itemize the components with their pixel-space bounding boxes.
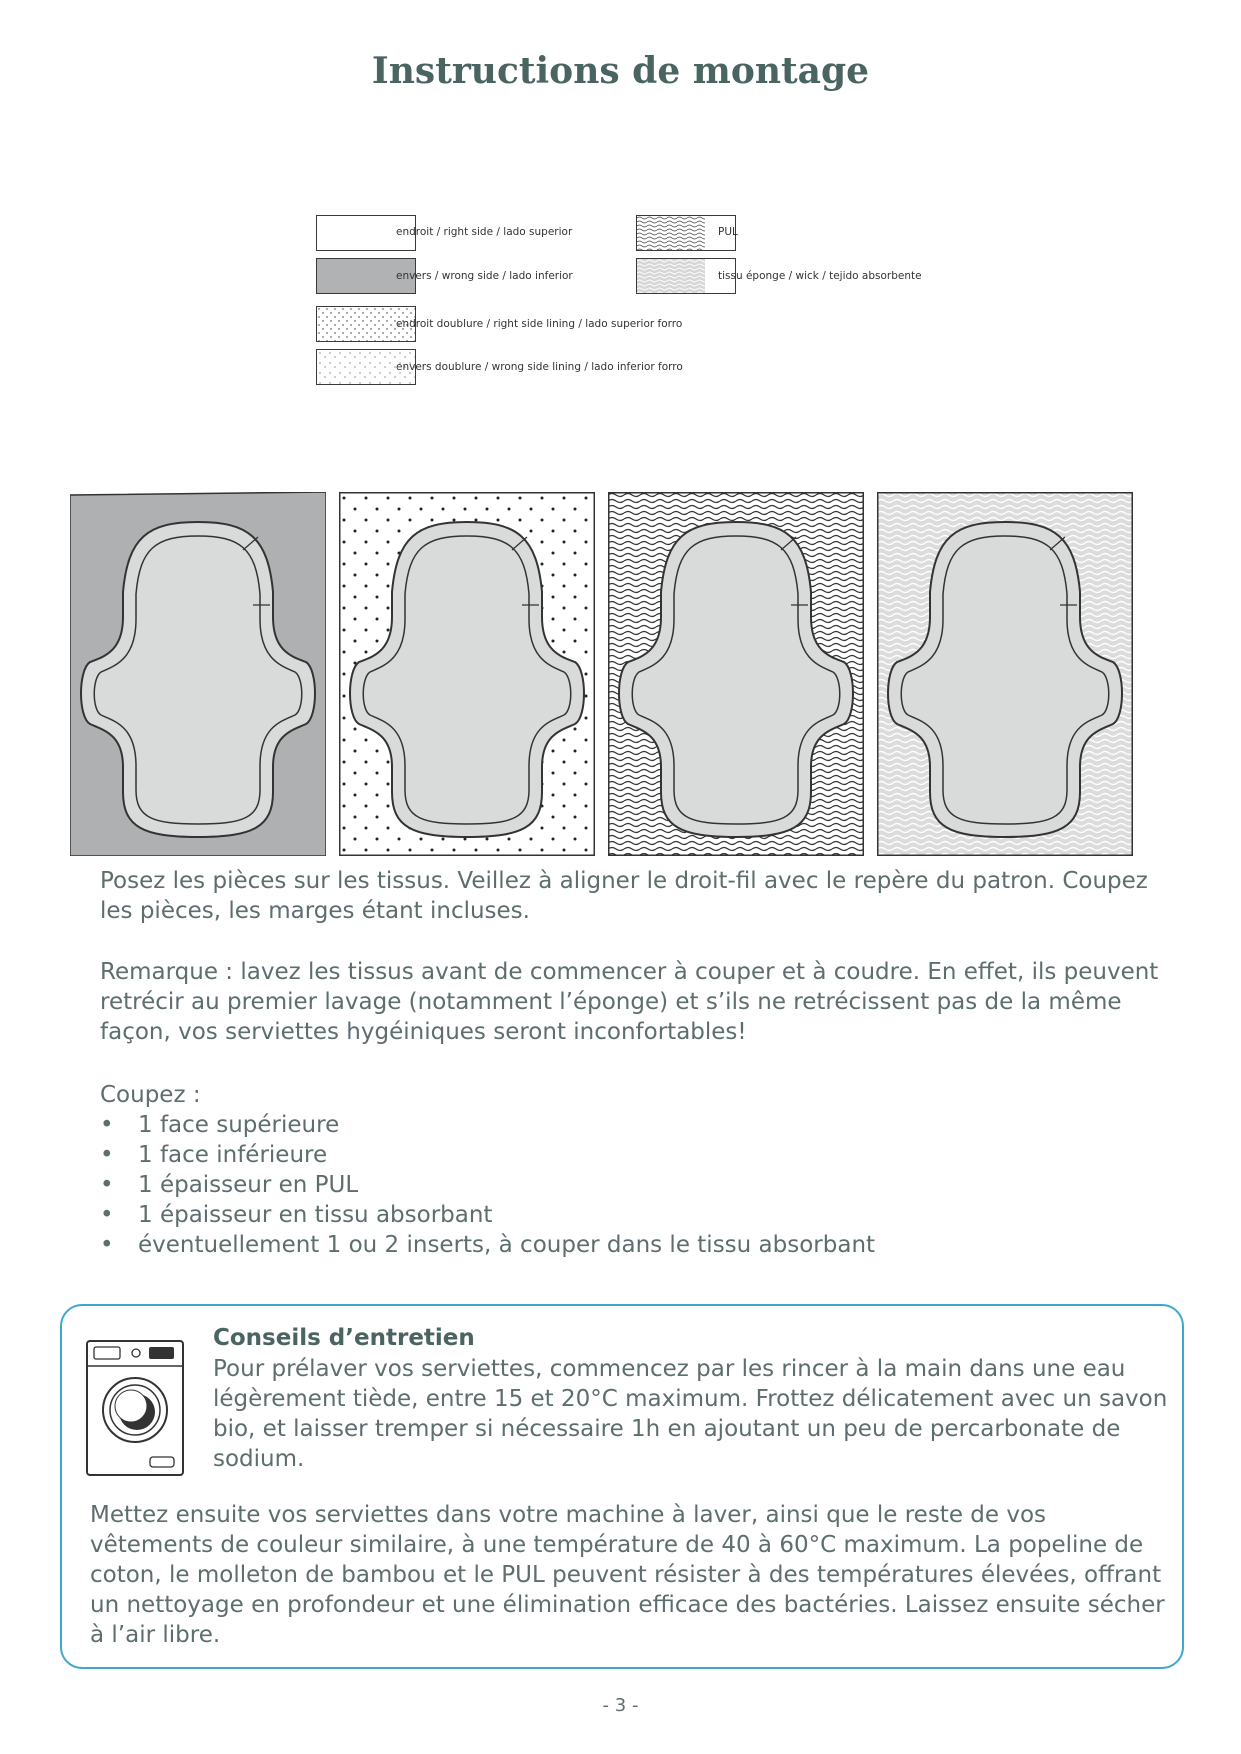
bullet: •: [100, 1112, 114, 1138]
intro-text: Posez les pièces sur les tissus. Veillez à aligner le droit-fil avec le repère du patron. Coupez les pièces, les marges étant incluses.: [100, 868, 1148, 924]
legend-label: envers doublure / wrong side lining / lado inferior forro: [396, 361, 683, 373]
fabric-lining-illustration: [339, 492, 595, 856]
list-item-text: éventuellement 1 ou 2 inserts, à couper dans le tissu absorbant: [138, 1232, 876, 1258]
legend-label: endroit doublure / right side lining / lado superior forro: [396, 318, 683, 330]
care-title: Conseils d’entretien: [213, 1325, 475, 1351]
bullet: •: [100, 1202, 114, 1228]
care-text-machine: Mettez ensuite vos serviettes dans votre machine à laver, ainsi que le reste de vos vêtements de couleur similaire, à une température de 40 à 60°C maximum. La popeline de coton, le molleton de bambou et le PUL peuvent résister à des températures élevées, offrant un nettoyage en profondeur et une élimination efficace des bactéries. Laissez ensuite sécher à l’air libre.: [90, 1502, 1165, 1648]
fabric-pul-illustration: [608, 492, 864, 856]
list-item-text: 1 face supérieure: [138, 1112, 340, 1138]
list-item-text: 1 face inférieure: [138, 1142, 328, 1168]
page-title: Instructions de montage: [371, 50, 870, 92]
remark-paragraph: [100, 957, 1160, 1047]
bullet: •: [100, 1142, 114, 1168]
fabric-wick-illustration: [877, 492, 1133, 856]
cut-heading: Coupez :: [100, 1082, 201, 1108]
legend-label: PUL: [718, 226, 738, 238]
list-item-text: 1 épaisseur en PUL: [138, 1172, 359, 1198]
bullet: •: [100, 1232, 114, 1258]
list-item-text: 1 épaisseur en tissu absorbant: [138, 1202, 493, 1228]
page-number: - 3 -: [602, 1695, 639, 1716]
intro-paragraph: [100, 866, 1160, 926]
legend-label: tissu éponge / wick / tejido absorbente: [718, 270, 922, 282]
washing-machine-icon: [84, 1338, 186, 1478]
remark-text: Remarque : lavez les tissus avant de commencer à couper et à coudre. En effet, ils peuvent retrécir au premier lavage (notamment l’éponge) et s’ils ne retrécissent pas de la même façon, vos serviettes hygéiniques seront inconfortables!: [100, 959, 1159, 1045]
bullet: •: [100, 1172, 114, 1198]
legend-label: envers / wrong side / lado inferior: [396, 270, 573, 282]
fabric-wrong-side-illustration: [70, 492, 326, 856]
legend-label: endroit / right side / lado superior: [396, 226, 573, 238]
care-text-prewash: Pour prélaver vos serviettes, commencez par les rincer à la main dans une eau légèrement tiède, entre 15 et 20°C maximum. Frottez délicatement avec un savon bio, et laisser tremper si nécessaire 1h en ajoutant un peu de percarbonate de sodium.: [213, 1356, 1168, 1472]
